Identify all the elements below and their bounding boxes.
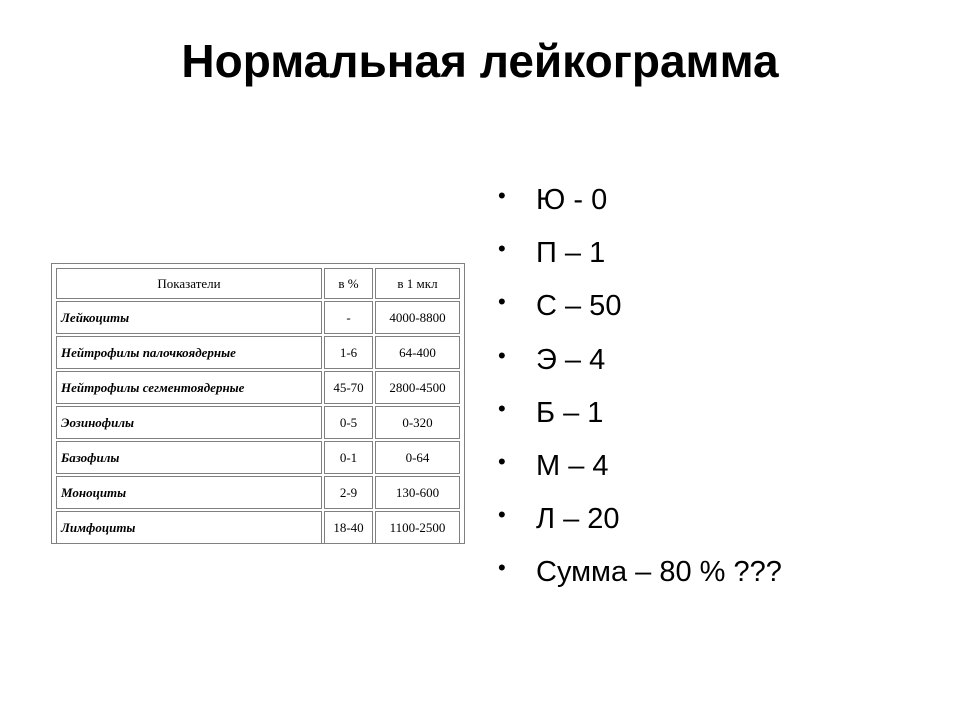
list-item <box>498 227 782 280</box>
table-row <box>56 336 460 369</box>
table-row <box>56 371 460 404</box>
row-name: Нейтрофилы сегментоядерные <box>56 371 322 404</box>
table-row <box>56 301 460 334</box>
table-row <box>56 511 460 544</box>
list-item <box>498 546 782 599</box>
table-row <box>56 476 460 509</box>
list-item-text: С – 50 <box>536 290 622 323</box>
row-per-ul: 4000-8800 <box>375 301 460 334</box>
row-percent: 0-5 <box>324 406 373 439</box>
list-item-text: Сумма – 80 % ??? <box>536 556 782 589</box>
list-item-text: Л – 20 <box>536 503 620 536</box>
row-name: Базофилы <box>56 441 322 474</box>
list-item-text: Э – 4 <box>536 343 606 376</box>
slide-title: Нормальная лейкограмма <box>181 35 779 87</box>
list-item <box>498 334 782 387</box>
list-item <box>498 493 782 546</box>
bullet-icon: • <box>498 183 506 208</box>
row-percent: 0-1 <box>324 441 373 474</box>
table-header-row <box>56 268 460 299</box>
header-percent: в % <box>324 268 373 299</box>
bullet-icon: • <box>498 289 506 315</box>
row-per-ul: 64-400 <box>375 336 460 369</box>
row-per-ul: 0-64 <box>375 441 460 474</box>
row-name: Лимфоциты <box>56 511 322 544</box>
list-item <box>498 280 782 333</box>
patient-leukogram-list <box>498 174 782 600</box>
row-name: Нейтрофилы палочкоядерные <box>56 336 322 369</box>
row-percent: 45-70 <box>324 371 373 404</box>
row-per-ul: 2800-4500 <box>375 371 460 404</box>
list-item-text: П – 1 <box>536 237 606 270</box>
bullet-icon: • <box>498 342 506 368</box>
list-item-text: Б – 1 <box>536 396 604 429</box>
row-name: Эозинофилы <box>56 406 322 439</box>
row-percent: - <box>324 301 373 334</box>
table-row <box>56 441 460 474</box>
header-indicators: Показатели <box>56 268 322 299</box>
list-item-text: М – 4 <box>536 449 609 482</box>
bullet-icon: • <box>498 502 506 528</box>
row-percent: 2-9 <box>324 476 373 509</box>
bullet-icon: • <box>498 448 506 474</box>
row-per-ul: 0-320 <box>375 406 460 439</box>
reference-table <box>54 266 462 546</box>
bullet-icon: • <box>498 236 506 262</box>
row-per-ul: 1100-2500 <box>375 511 460 544</box>
bullet-icon: • <box>498 555 506 581</box>
header-per-ul: в 1 мкл <box>375 268 460 299</box>
table-row <box>56 406 460 439</box>
row-name: Лейкоциты <box>56 301 322 334</box>
row-percent: 18-40 <box>324 511 373 544</box>
bullet-icon: • <box>498 395 506 421</box>
list-item-text: Ю - 0 <box>536 184 608 216</box>
row-name: Моноциты <box>56 476 322 509</box>
list-item <box>498 387 782 440</box>
row-per-ul: 130-600 <box>375 476 460 509</box>
row-percent: 1-6 <box>324 336 373 369</box>
list-item <box>498 174 782 227</box>
leukogram-reference-table <box>51 263 465 544</box>
list-item <box>498 440 782 493</box>
